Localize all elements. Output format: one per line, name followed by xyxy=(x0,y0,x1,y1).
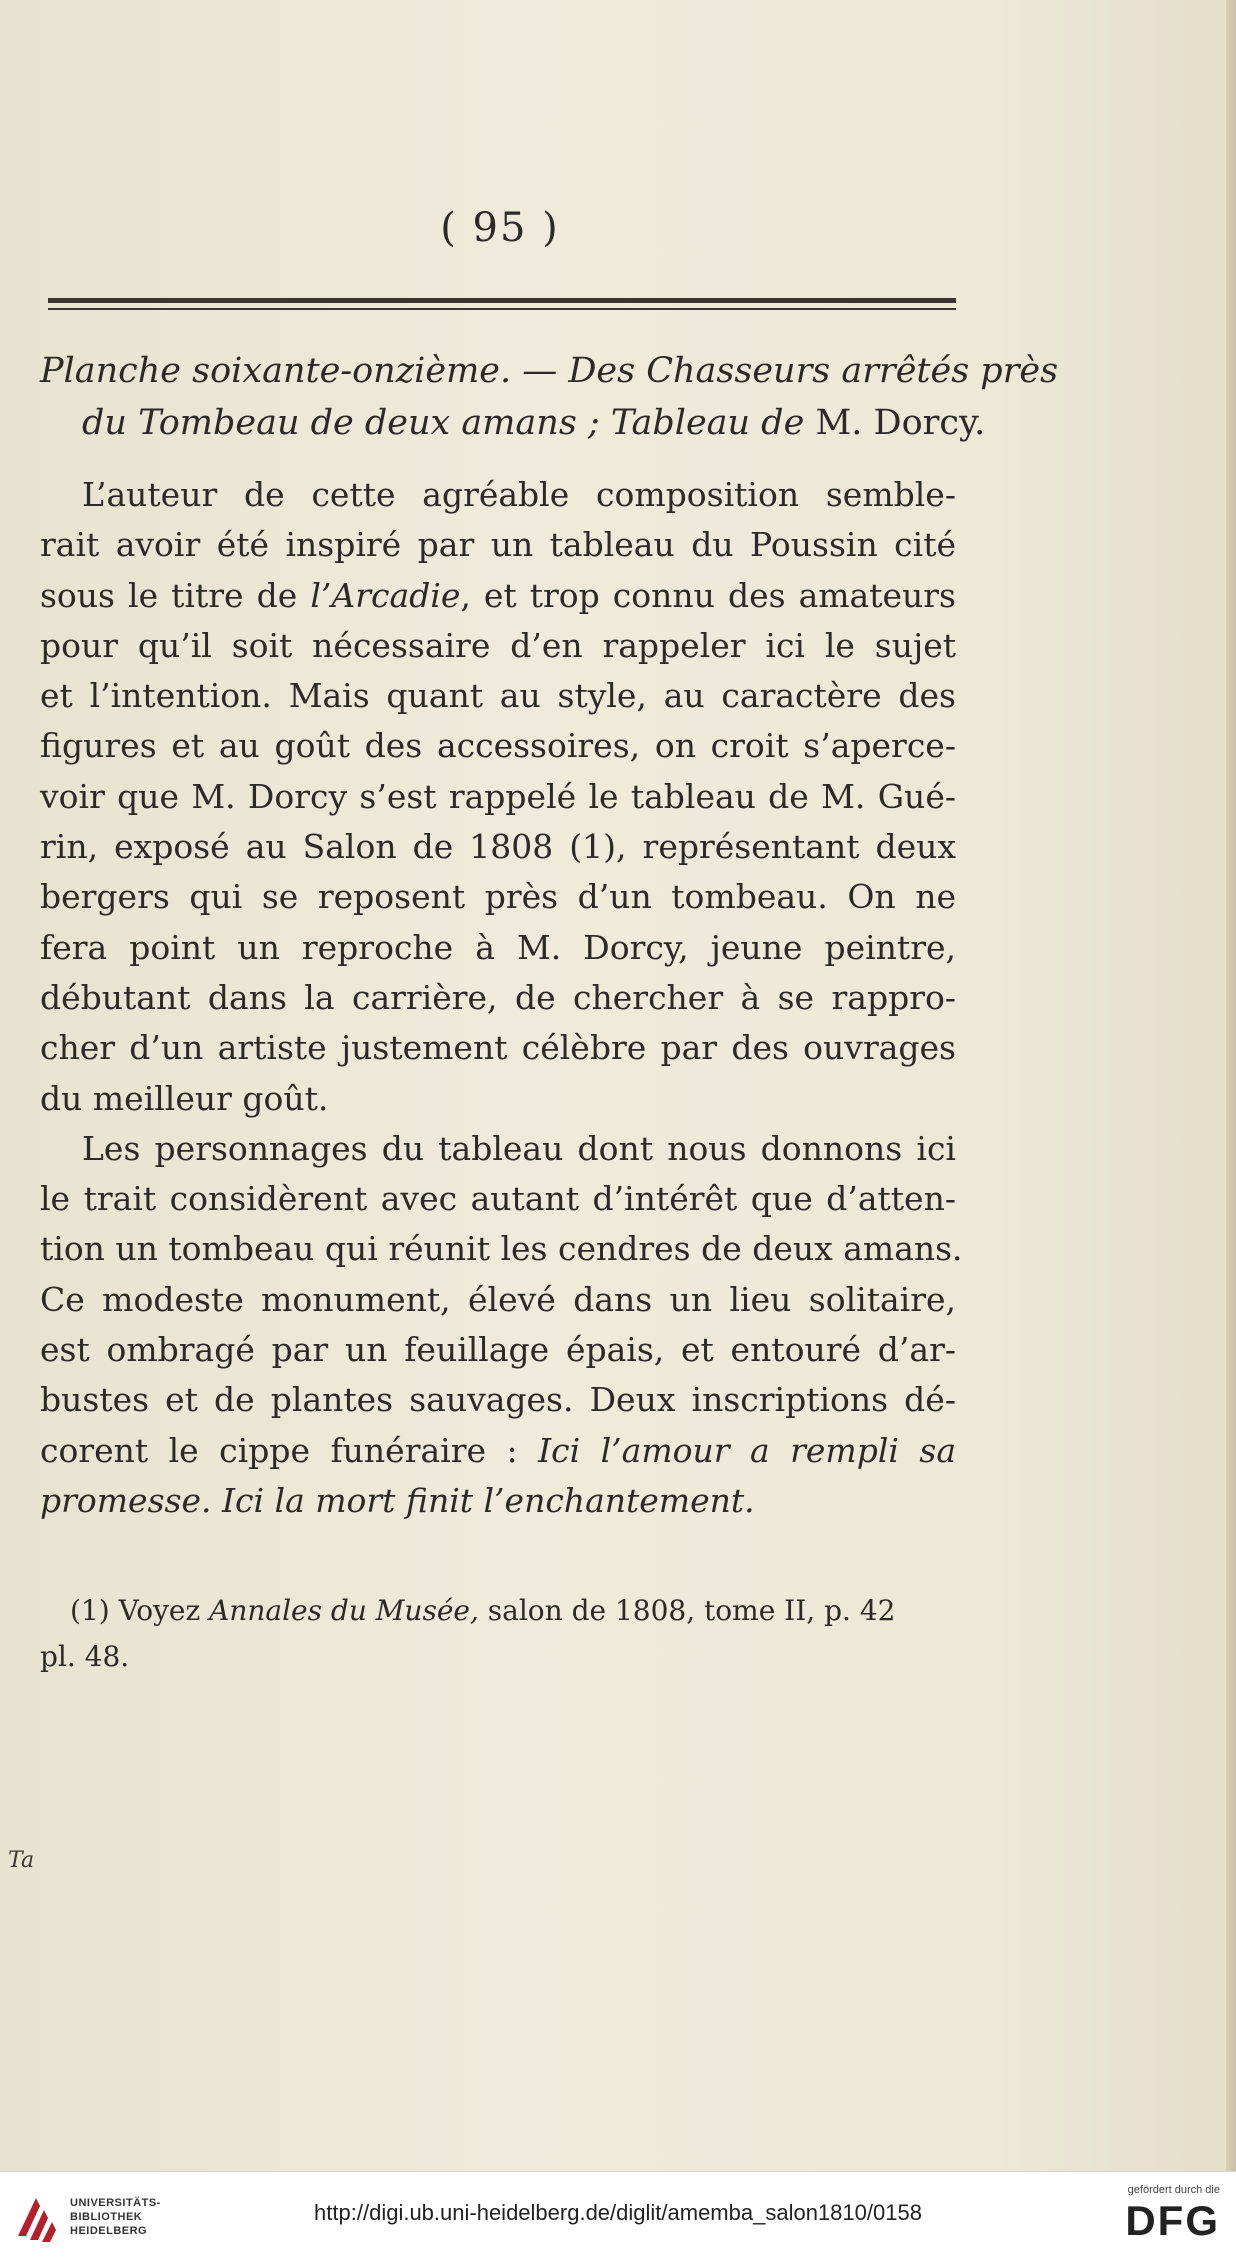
text-line: tion un tombeau qui réunit les cendres de deux amans. xyxy=(40,1229,963,1269)
text-line: pour qu’il soit nécessaire d’en rappeler ici le sujet xyxy=(40,625,956,665)
text-line: est ombragé par un feuillage épais, et entouré d’ar- xyxy=(40,1330,956,1370)
margin-note: Ta xyxy=(8,1848,35,1873)
text-line: corent le cippe funéraire : Ici l’amour a rempli sa xyxy=(40,1430,956,1470)
header-rule-thick xyxy=(48,298,956,303)
text-line: rin, exposé au Salon de 1808 (1), représentant deux xyxy=(40,827,956,867)
header-rule-thin xyxy=(48,308,956,310)
heading-line-1: Planche soixante-onzième. — Des Chasseurs arrêtés près xyxy=(40,351,1059,391)
university-library-name: UNIVERSITÄTS- BIBLIOTHEK HEIDELBERG xyxy=(70,2197,161,2237)
main-text xyxy=(40,470,963,1526)
text-line: Ce modeste monument, élevé dans un lieu solitaire, xyxy=(40,1279,956,1319)
funder-block xyxy=(1080,2184,1220,2246)
footnote xyxy=(40,1588,960,1680)
text-line: débutant dans la carrière, de chercher à se rappro- xyxy=(40,977,956,1017)
text-line: Les personnages du tableau dont nous donnons ici xyxy=(82,1128,956,1168)
text-line: promesse. Ici la mort finit l’enchantement. xyxy=(40,1480,755,1520)
page-number: ( 95 ) xyxy=(440,205,560,251)
footnote-line-1: (1) Voyez Annales du Musée, salon de 1808, tome II, p. 42 xyxy=(70,1594,896,1627)
text-line: du meilleur goût. xyxy=(40,1078,329,1118)
footnote-line-2: pl. 48. xyxy=(40,1640,130,1673)
text-line: L’auteur de cette agréable composition semble- xyxy=(82,475,956,514)
footer-bar xyxy=(0,2171,1236,2262)
text-line: bergers qui se reposent près d’un tombeau. On ne xyxy=(40,877,956,917)
text-line: rait avoir été inspiré par un tableau du Poussin cité xyxy=(40,525,956,565)
page-edge-shadow xyxy=(1226,0,1236,2171)
text-line: bustes et de plantes sauvages. Deux inscriptions dé- xyxy=(40,1380,956,1420)
text-line: le trait considèrent avec autant d’intérêt que d’atten- xyxy=(40,1179,956,1219)
text-line: et l’intention. Mais quant au style, au caractère des xyxy=(40,676,956,716)
text-line: figures et au goût des accessoires, on croit s’aperce- xyxy=(40,726,956,766)
text-line: fera point un reproche à M. Dorcy, jeune peintre, xyxy=(40,927,956,967)
dfg-logo: DFG xyxy=(1125,2197,1220,2244)
permalink-url[interactable]: http://digi.ub.uni-heidelberg.de/diglit/amemba_salon1810/0158 xyxy=(314,2200,922,2225)
plate-heading xyxy=(40,345,1059,449)
heading-line-2: du Tombeau de deux amans ; Tableau de M. Dorcy. xyxy=(82,403,986,443)
funding-note: gefördert durch die xyxy=(1127,2184,1220,2196)
text-line: cher d’un artiste justement célèbre par des ouvrages xyxy=(40,1028,956,1068)
text-line: voir que M. Dorcy s’est rappelé le tableau de M. Gué- xyxy=(40,776,956,816)
text-line: sous le titre de l’Arcadie, et trop connu des amateurs xyxy=(40,575,956,615)
